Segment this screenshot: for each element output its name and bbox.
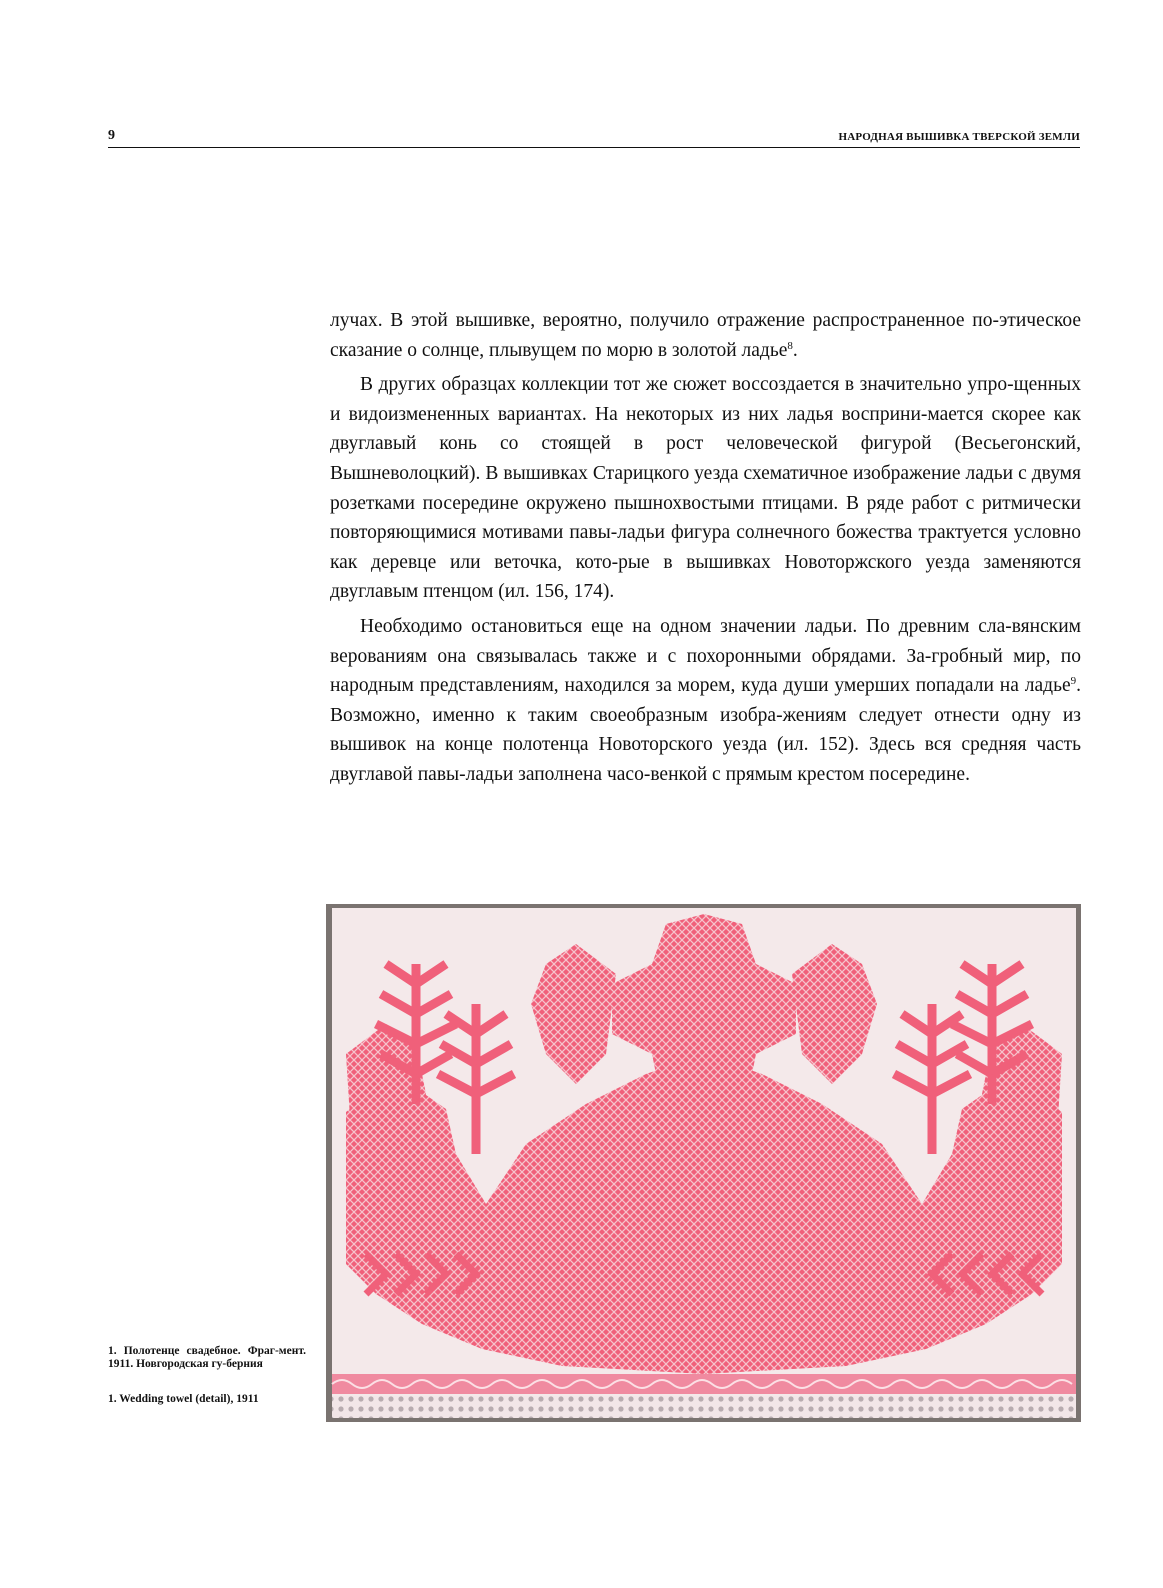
- paragraph-3: [330, 612, 1081, 790]
- caption-english: 1. Wedding towel (detail), 1911: [108, 1393, 259, 1405]
- body-text: [330, 306, 1081, 790]
- lace-edge: [332, 1396, 1076, 1418]
- paragraph-2: В других образцах коллекции тот же сюжет воссоздается в значительно упро-щенных и видоизмененных вариантах. На некоторых из них ладья восприни-мается скорее как двуглавый конь со стоящей в рост человеческой фигурой (Весьегонский, Вышневолоцкий). В вышивках Старицкого уезда схематичное изображение ладьи с двумя розетками посередине окружено пышнохвостыми птицами. В ряде работ с ритмически повторяющимися мотивами павы-ладьи фигура солнечного божества трактуется условно как деревце или веточка, кото-рые в вышивках Новоторжского уезда заменяются двуглавым птенцом (ил. 156, 174).: [330, 374, 1081, 603]
- footnote-ref-9[interactable]: 9: [1070, 675, 1077, 688]
- header-rule: [108, 147, 1080, 148]
- paragraph-1-end: .: [792, 339, 798, 361]
- paragraph-3-text: Необходимо остановиться еще на одном значении ладьи. По древним сла-вянским верованиям она связывалась также и с похоронными обрядами. За-гробный мир, по народным представлениям, находился за морем, куда души умерших попадали на ладье: [330, 615, 1081, 697]
- paragraph-1-text: лучах. В этой вышивке, вероятно, получило отражение распространенное по-этическое сказание о солнце, плывущем по морю в золотой ладье: [330, 310, 1081, 361]
- paragraph-1: [330, 306, 1081, 365]
- running-title: НАРОДНАЯ ВЫШИВКА ТВЕРСКОЙ ЗЕМЛИ: [838, 131, 1080, 143]
- embroidery-border-band: [332, 1374, 1076, 1394]
- footnote-ref-8[interactable]: 8: [787, 339, 793, 352]
- embroidered-towel-image: [326, 904, 1081, 1422]
- caption-russian: 1. Полотенце свадебное. Фраг-мент. 1911. Новгородская гу-берния: [108, 1345, 306, 1370]
- paragraph-3-end: . Возможно, именно к таким своеобразным изобра-жениям следует отнести одну из вышивок на конце полотенца Новоторского уезда (ил. 152). Здесь вся средняя часть двуглавой павы-ладьи заполнена часо-венкой с прямым крестом посередине.: [330, 675, 1081, 785]
- figure-plate: [326, 904, 1081, 1422]
- page-number: 9: [108, 128, 115, 143]
